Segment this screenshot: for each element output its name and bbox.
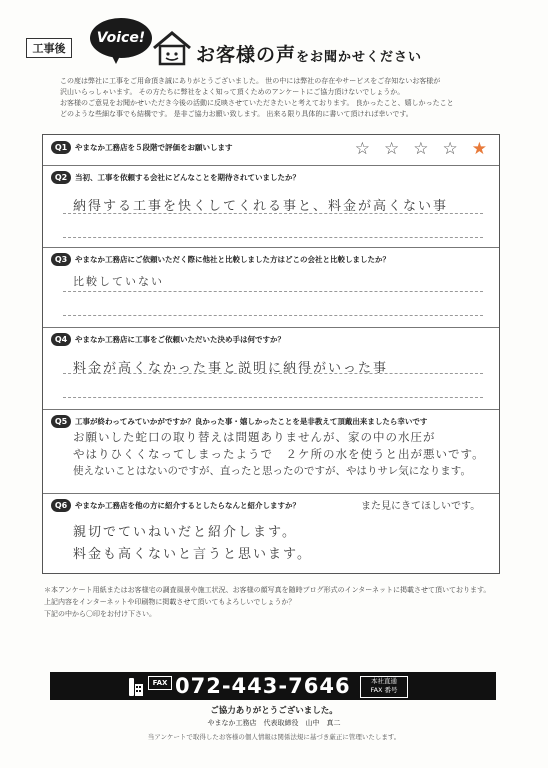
star-outline-icon[interactable]: ☆ <box>384 139 400 159</box>
star-outline-icon[interactable]: ☆ <box>354 139 370 159</box>
question-number: Q1 <box>51 141 71 154</box>
question-number: Q6 <box>51 499 71 512</box>
question-number: Q2 <box>51 171 71 184</box>
privacy-note: 当アンケートで取得したお客様の個人情報は関係法規に基づき厳正に管理いたします。 <box>147 733 401 741</box>
question-text: やまなか工務店を他の方に紹介するとしたらなんと紹介しますか？ <box>75 501 300 510</box>
star-filled-icon[interactable]: ★ <box>471 139 487 159</box>
handwritten-answer-line: 料金も高くないと言うと思います。 <box>73 547 312 562</box>
fax-direct-note <box>360 676 408 698</box>
question-text: 工事が終わってみていかがですか？良かった事・嬉しかったことを是非教えて頂戴出来ましたら幸いです <box>75 417 428 426</box>
handwritten-answer-line: 親切でていねいだと紹介します。 <box>73 525 297 540</box>
footnote-line: ＊本アンケート用紙またはお客様宅の調査風景や施工状況、お客様の顔写真を随時ブログ形式のインターネットに掲載させて頂いております。 <box>44 586 491 594</box>
question-number: Q5 <box>51 415 71 428</box>
question-number: Q3 <box>51 253 71 266</box>
question-number: Q4 <box>51 333 71 346</box>
handwritten-answer: 比較していない <box>73 275 164 288</box>
question-q3 <box>43 247 499 328</box>
page-title <box>196 40 422 67</box>
handwritten-answer-continuation: また見にきてほしいです。 <box>361 501 481 512</box>
handwritten-answer: 納得する工事を快くしてくれる事と、料金が高くない事 <box>73 199 449 214</box>
question-text: やまなか工務店を５段階で評価をお願いします <box>75 143 233 152</box>
house-icon <box>152 30 192 66</box>
question-q6 <box>43 493 499 573</box>
speech-bubble-tail <box>110 52 122 64</box>
fax-label: FAX <box>148 676 172 690</box>
handwritten-answer-line: やはりひくくなってしまったようで ２ケ所の水を使うと出が悪いです。 <box>73 447 485 461</box>
footnote-line: 上記内容をインターネットや印刷物に掲載させて頂いてもよろしいでしょうか？ <box>44 598 296 606</box>
handwritten-answer: 料金が高くなかった事と説明に納得がいった事 <box>73 361 389 376</box>
handwritten-answer-line: 使えないことはないのですが、直ったと思ったのですが、やはりサレ気になります。 <box>73 465 471 477</box>
questionnaire-frame <box>42 134 500 574</box>
question-q1 <box>43 135 499 166</box>
question-q5 <box>43 409 499 494</box>
intro-line: この度は弊社に工事をご用命頂き誠にありがとうございました。 世の中には弊社の存在やサービスをご存知ないお客様が <box>60 77 441 85</box>
question-text: やまなか工務店にご依頼いただく際に他社と比較しました方はどこの会社と比較しましたか？ <box>75 255 390 264</box>
voice-speech-bubble: Voice! <box>90 18 152 58</box>
after-construction-badge: 工事後 <box>26 38 72 58</box>
consent-footnote <box>44 584 490 620</box>
fax-machine-icon <box>128 676 144 698</box>
fax-number[interactable]: 072-443-7646 <box>175 674 351 698</box>
title-main: お客様の声 <box>196 44 297 66</box>
question-text: やまなか工務店に工事をご依頼いただいた決め手は何ですか？ <box>75 335 285 344</box>
question-text: 当初、工事を依頼する会社にどんなことを期待されていましたか？ <box>75 173 300 182</box>
intro-line: 沢山いらっしゃいます。 その方たちに弊社をよく知って頂くためのアンケートにご協力頂けないでしょうか。 <box>60 88 405 96</box>
rating-stars[interactable] <box>355 141 487 158</box>
intro-line: どのような些細な事でも結構です。 是非ご協力お願い致します。 出来る限り具体的に書いて頂ければ幸いです。 <box>60 110 413 118</box>
thanks-message: ご協力ありがとうございました。 <box>210 706 338 716</box>
star-outline-icon[interactable]: ☆ <box>413 139 429 159</box>
question-q4 <box>43 327 499 410</box>
question-q2 <box>43 165 499 248</box>
fax-note-line: 本社直通 <box>371 677 397 685</box>
company-signature: やまなか工務店 代表取締役 山中 真二 <box>207 719 341 727</box>
footnote-line: 下記の中から〇印をお付け下さい。 <box>44 610 156 618</box>
star-outline-icon[interactable]: ☆ <box>442 139 458 159</box>
intro-line: お客様のご意見をお聞かせいただき今後の活動に反映させていただきたいと考えております。 良かったこと、嬉しかったこと <box>60 99 454 107</box>
title-sub: をお聞かせください <box>296 50 423 65</box>
handwritten-answer-line: お願いした蛇口の取り替えは問題ありませんが、家の中の水圧が <box>73 430 436 444</box>
intro-text <box>60 76 496 120</box>
fax-note-line: FAX 番号 <box>370 686 398 694</box>
